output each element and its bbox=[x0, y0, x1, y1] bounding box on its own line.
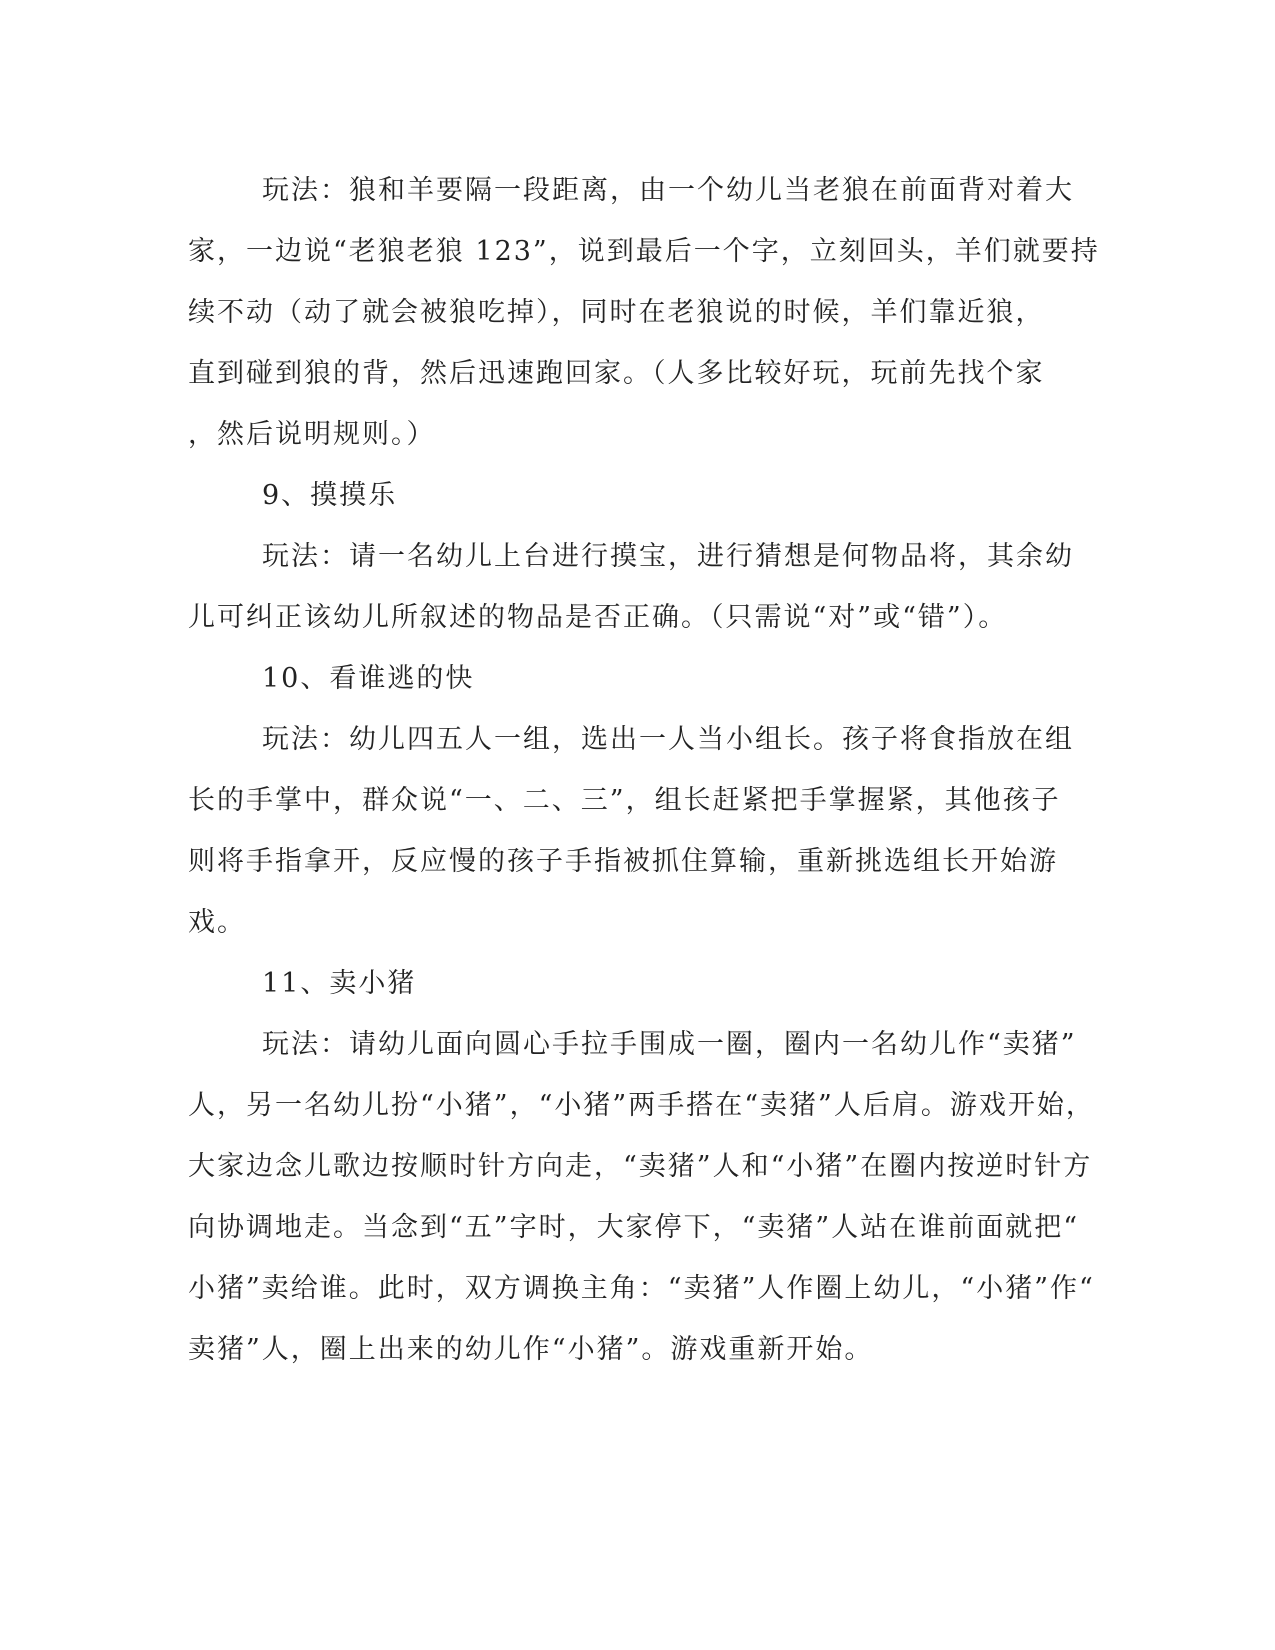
text-line: 长的手掌中，群众说“一、二、三”，组长赶紧把手掌握紧，其他孩子 bbox=[188, 785, 1061, 816]
text-line: 大家边念儿歌边按顺时针方向走，“卖猪”人和“小猪”在圈内按逆时针方 bbox=[188, 1151, 1093, 1182]
text-line: 小猪”卖给谁。此时，双方调换主角：“卖猪”人作圈上幼儿，“小猪”作“ bbox=[188, 1273, 1095, 1304]
text-line: 续不动（动了就会被狼吃掉），同时在老狼说的时候，羊们靠近狼， bbox=[188, 297, 1045, 328]
text-line: 卖猪”人，圈上出来的幼儿作“小猪”。游戏重新开始。 bbox=[188, 1334, 874, 1365]
text-line: 则将手指拿开，反应慢的孩子手指被抓住算输，重新挑选组长开始游 bbox=[188, 846, 1058, 877]
text-line: 向协调地走。当念到“五”字时，大家停下，“卖猪”人站在谁前面就把“ bbox=[188, 1212, 1080, 1243]
section-heading: 10、看谁逃的快 bbox=[262, 663, 475, 694]
text-line: 家，一边说“老狼老狼 123”，说到最后一个字，立刻回头，羊们就要持 bbox=[188, 236, 1100, 267]
text-line: 玩法：狼和羊要隔一段距离，由一个幼儿当老狼在前面背对着大 bbox=[262, 175, 1074, 206]
text-line: 玩法：幼儿四五人一组，选出一人当小组长。孩子将食指放在组 bbox=[262, 724, 1074, 755]
text-line: 玩法：请一名幼儿上台进行摸宝，进行猜想是何物品将，其余幼 bbox=[262, 541, 1074, 572]
text-line: 玩法：请幼儿面向圆心手拉手围成一圈，圈内一名幼儿作“卖猪” bbox=[262, 1029, 1077, 1060]
text-line: 人，另一名幼儿扮“小猪”，“小猪”两手搭在“卖猪”人后肩。游戏开始， bbox=[188, 1090, 1095, 1121]
section-heading: 11、卖小猪 bbox=[262, 968, 417, 999]
text-line: ，然后说明规则。） bbox=[188, 419, 436, 450]
text-line: 直到碰到狼的背，然后迅速跑回家。（人多比较好玩，玩前先找个家 bbox=[188, 358, 1045, 389]
text-line: 儿可纠正该幼儿所叙述的物品是否正确。（只需说“对”或“错”）。 bbox=[188, 602, 1008, 633]
section-heading: 9、摸摸乐 bbox=[262, 480, 398, 511]
document-body bbox=[188, 160, 1100, 1380]
text-line: 戏。 bbox=[188, 907, 246, 938]
